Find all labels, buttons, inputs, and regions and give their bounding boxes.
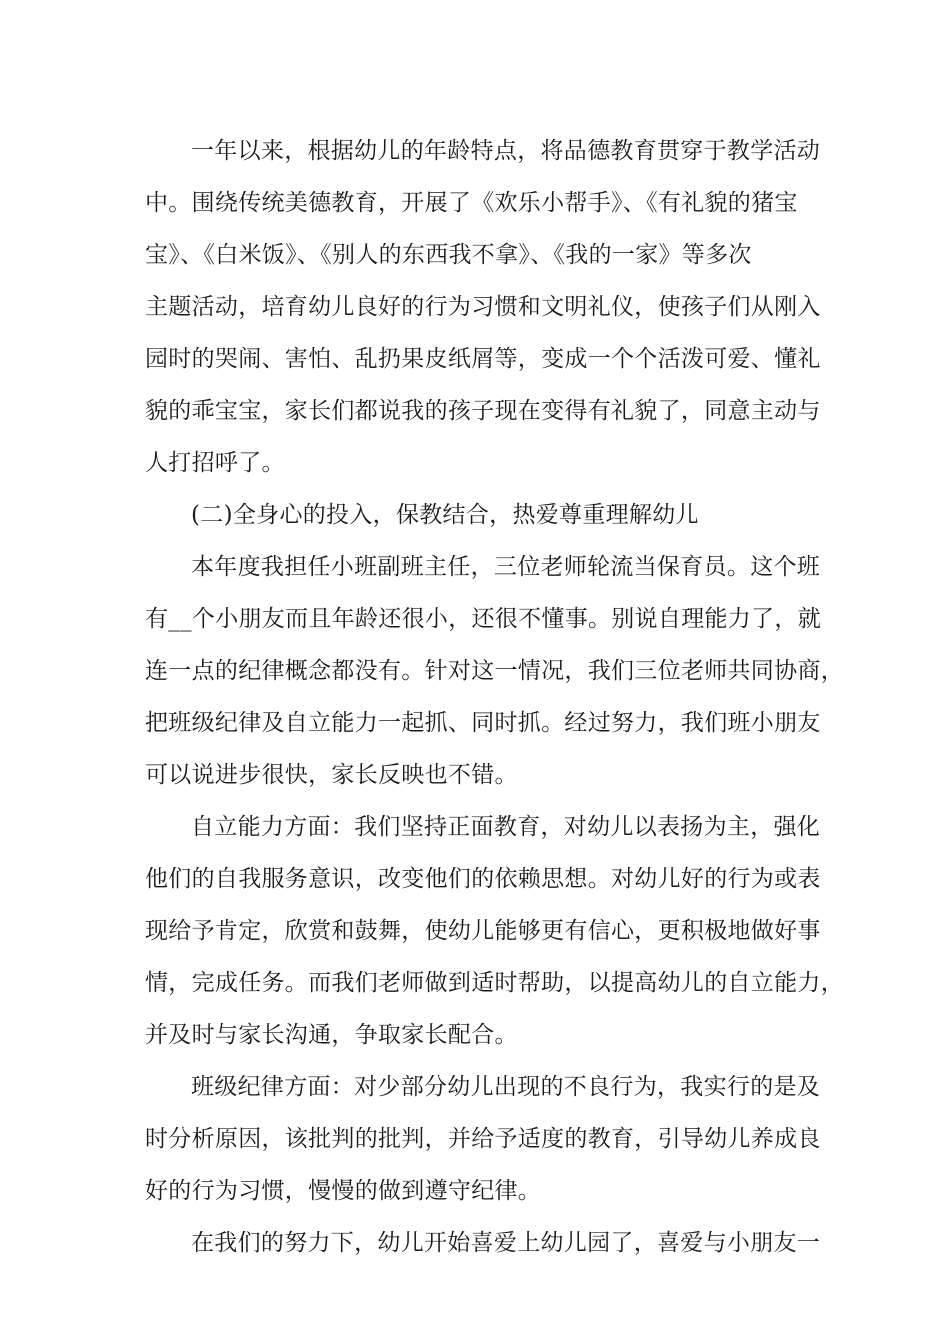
text-line: 本年度我担任小班副班主任，三位老师轮流当保育员。这个班: [191, 554, 821, 580]
text-line: 宝》、《白米饭》、《别人的东西我不拿》、《我的一家》等多次: [145, 242, 752, 268]
text-line: 自立能力方面：我们坚持正面教育，对幼儿以表扬为主，强化: [191, 814, 821, 840]
text-line: 时分析原因，该批判的批判，并给予适度的教育，引导幼儿养成良: [145, 1126, 821, 1152]
text-line: 好的行为习惯，慢慢的做到遵守纪律。: [145, 1178, 542, 1204]
text-line: 他们的自我服务意识，改变他们的依赖思想。对幼儿好的行为或表: [145, 866, 821, 892]
text-line: 人打招呼了。: [145, 450, 285, 476]
text-line: 在我们的努力下，幼儿开始喜爱上幼儿园了，喜爱与小朋友一: [191, 1230, 821, 1256]
text-line: 中。围绕传统美德教育，开展了《欢乐小帮手》、《有礼貌的猪宝: [145, 190, 798, 216]
text-line: 貌的乖宝宝，家长们都说我的孩子现在变得有礼貌了，同意主动与: [145, 398, 821, 424]
text-line: 班级纪律方面：对少部分幼儿出现的不良行为，我实行的是及: [191, 1074, 821, 1100]
text-line: 一年以来，根据幼儿的年龄特点，将品德教育贯穿于教学活动: [191, 138, 821, 164]
section-heading: (二)全身心的投入，保教结合，热爱尊重理解幼儿: [191, 502, 699, 528]
text-line: 把班级纪律及自立能力一起抓、同时抓。经过努力，我们班小朋友: [145, 710, 821, 736]
text-line: 有__个小朋友而且年龄还很小，还很不懂事。别说自理能力了，就: [145, 606, 821, 632]
text-line: 主题活动，培育幼儿良好的行为习惯和文明礼仪，使孩子们从刚入: [145, 294, 821, 320]
text-line: 可以说进步很快，家长反映也不错。: [145, 762, 518, 788]
text-line: 现给予肯定，欣赏和鼓舞，使幼儿能够更有信心，更积极地做好事: [145, 918, 821, 944]
text-line: 连一点的纪律概念都没有。针对这一情况，我们三位老师共同协商，: [145, 658, 844, 684]
text-line: 情，完成任务。而我们老师做到适时帮助，以提高幼儿的自立能力，: [145, 970, 844, 996]
text-line: 并及时与家长沟通，争取家长配合。: [145, 1022, 518, 1048]
text-line: 园时的哭闹、害怕、乱扔果皮纸屑等，变成一个个活泼可爱、懂礼: [145, 346, 821, 372]
